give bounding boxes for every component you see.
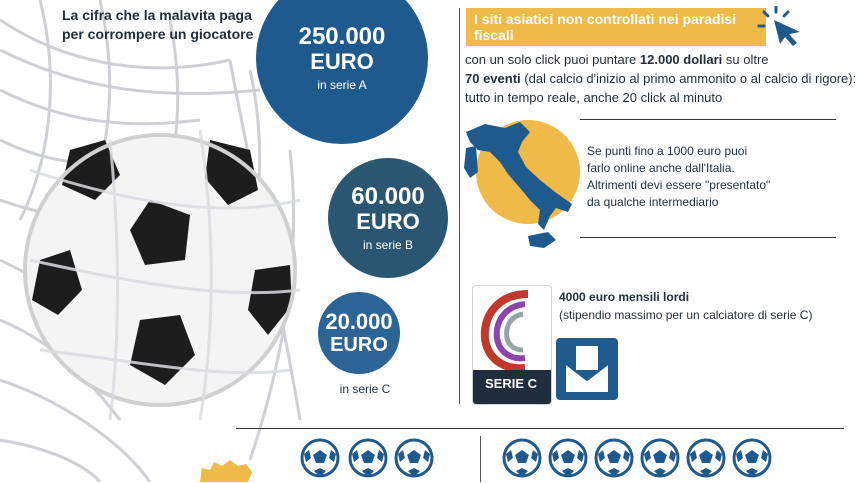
info-line-2-events: 70 eventi	[465, 71, 521, 86]
italy-note	[587, 143, 827, 211]
serie-b-label: in serie B	[362, 238, 414, 252]
headline-line-1: La cifra che la malavita paga	[62, 7, 252, 23]
serie-c-amount: 20.000	[325, 309, 393, 334]
info-line-1	[465, 50, 769, 69]
info-line-1-text: con un solo click puoi puntare	[465, 52, 640, 67]
serie-b-currency: EURO	[356, 209, 420, 234]
salary-title: 4000 euro mensili lordi	[559, 290, 690, 304]
salary-subtitle: (stipendio massimo per un calciatore di serie C)	[559, 308, 813, 322]
italy-note-line-1: Se punti fino a 1000 euro puoi	[587, 144, 748, 158]
serie-c-currency: EURO	[330, 334, 388, 356]
italy-map-fragment-icon	[196, 458, 256, 482]
envelope-icon	[556, 338, 618, 400]
section-title: I siti asiatici non controllati nei paradisi fiscali	[466, 8, 766, 46]
italy-map-icon	[460, 112, 590, 262]
serie-c-circle	[318, 292, 400, 374]
serie-c-label: in serie C	[339, 382, 391, 396]
serie-a-currency: EURO	[310, 49, 374, 74]
soccer-ball-icon	[686, 438, 726, 483]
divider-top	[580, 119, 836, 120]
soccer-ball-icon	[300, 438, 340, 483]
soccer-ball-icon	[732, 438, 772, 483]
info-line-1-end: su oltre	[722, 52, 769, 67]
serie-b-circle	[328, 158, 448, 278]
headline-line-2: per corrompere un giocatore	[62, 26, 254, 42]
info-line-2-text: (dal calcio d'inizio al primo ammonito o al calcio di rigore):	[520, 71, 857, 86]
italy-note-line-3: Altrimenti devi essere "presentato"	[587, 178, 771, 192]
info-line-3: tutto in tempo reale, anche 20 click al minuto	[465, 90, 723, 105]
soccer-ball-icon	[502, 438, 542, 483]
bottom-divider	[236, 428, 844, 429]
soccer-ball-icon	[640, 438, 680, 483]
info-line-2	[465, 69, 856, 88]
bottom-section-divider	[480, 436, 481, 482]
serie-a-label: in serie A	[317, 78, 367, 92]
headline	[62, 6, 262, 44]
divider-middle	[580, 237, 836, 238]
soccer-ball-icon	[548, 438, 588, 483]
serie-a-amount: 250.000	[298, 23, 386, 50]
cursor-click-icon	[756, 6, 806, 46]
italy-note-line-4: da qualche intermediario	[587, 195, 719, 209]
soccer-ball-icon	[594, 438, 634, 483]
serie-b-amount: 60.000	[351, 183, 425, 210]
soccer-ball-icon	[394, 438, 434, 483]
soccer-ball-icon	[348, 438, 388, 483]
serie-c-logo-text: SERIE C	[484, 376, 537, 391]
info-line-1-amount: 12.000 dollari	[639, 52, 723, 67]
italy-note-line-2: farlo online anche dall'Italia.	[587, 161, 735, 175]
